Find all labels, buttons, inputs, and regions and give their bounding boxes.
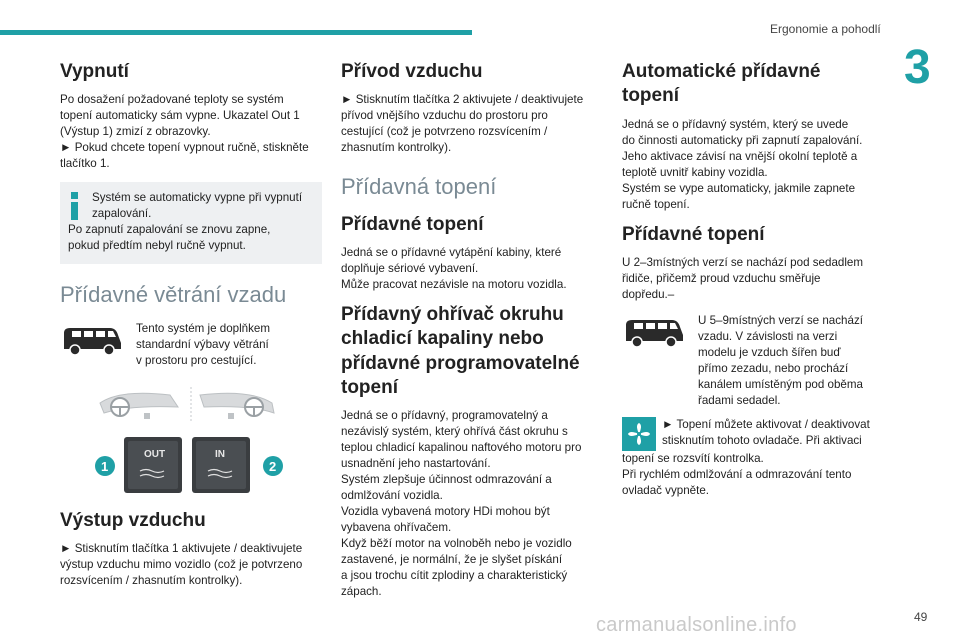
badge-1: 1 [101,458,109,474]
column-3 [622,56,884,499]
badge-2: 2 [269,458,277,474]
text-heater-vehicle: U 5–9místných verzí se nachází vzadu. V závislosti na verzi modelu je vzduch šířen buď přímo zezadu, nebo prochází kanálem umístěným pod oběma řadami sedadel. [698,313,863,407]
info-icon [68,192,82,220]
page-number: 49 [914,610,928,624]
heater-control-row [622,417,884,451]
text-auto-heater: Jedná se o přídavný systém, který se uvede do činnosti automaticky při zapnutí zapalování. Jeho aktivace závisí na vnější okolní teplotě a teplotě uvnitř kabiny vozidla. Systém se vype automaticky, jakmile zapnete ručně topení. [622,117,863,211]
column-1 [60,56,322,589]
text-vypnuti: Po dosažení požadované teploty se systém topení automaticky sám vypne. Ukazatel Out 1 (Výstup 1) zmizí z obrazovky. ► Pokud chcete topení vypnout ručně, stiskněte tlačítko 1. [60,93,309,171]
text-pridavne-topeni: Jedná se o přídavné vytápění kabiny, které doplňuje sériové vybavení. Může pracovat nezávisle na motoru vozidla. [341,246,567,292]
heading-auto-heater: Automatické přídavné topení [622,61,821,107]
text-heater-after: topení se rozsvítí kontrolka. Při rychlém odmlžování a odmrazování tento ovladač vypněte. [622,451,852,497]
van-icon [60,323,124,357]
van-icon [622,315,686,349]
text-ohrivac: Jedná se o přídavný, programovatelný a nezávislý systém, který ohřívá část okruhu s teplou chladicí kapalinou naftového motoru pro usnadnění jeho nastartování. Systém zlepšuje účinnost odmrazování a odmlžování vozidla. Vozidla vybavená motory HDi mohou být vybavena ohřívačem. Když běží motor na volnoběh nebo je vozidlo zastavené, je normální, že je slyšet pískání a jsou trochu cítit zplodiny a charakteristický zápach. [341,409,582,599]
fan-icon [622,417,656,451]
out-button-label: OUT [144,448,166,460]
in-button-label: IN [215,448,225,460]
ventilation-buttons-illustration [60,383,322,499]
heater-vehicle-row [622,313,884,409]
info-box [60,182,322,264]
info-text: Systém se automaticky vypne při vypnutí zapalování. Po zapnutí zapalování se znovu zapne, pokud předtím nebyl ručně vypnut. [68,191,303,253]
text-privod: ► Stisknutím tlačítka 2 aktivujete / deaktivujete přívod vnějšího vzduchu do prostoru pro cestující (což je potvrzeno rozsvícením / zhasnutím kontrolky). [341,93,584,155]
text-topeni: U 2–3místných verzí se nachází pod sedadlem řidiče, přičemž proud vzduchu směřuje dopředu.– [622,255,864,301]
text-vystup: ► Stisknutím tlačítka 1 aktivujete / deaktivujete výstup vzduchu mimo vozidlo (což je potvrzeno rozsvícením / zhasnutím kontrolky). [60,542,303,588]
dashboard-illustration [60,383,322,499]
heading-ohrivac: Přídavný ohřívač okruhu chladicí kapaliny nebo přídavné programovatelné topení [341,304,580,398]
section-header: Ergonomie a pohodlí [770,22,881,36]
heading-additional-heaters: Přídavná topení [341,174,497,200]
column-2 [341,56,603,600]
heading-rear-ventilation: Přídavné větrání vzadu [60,282,287,308]
text-rear-ventilation: Tento systém je doplňkem standardní výbavy větrání v prostoru pro cestující. [136,321,271,367]
text-heater-control: ► Topení můžete aktivovat / deaktivovat stisknutím tohoto ovladače. Při aktivaci [662,417,870,447]
heading-topeni: Přídavné topení [622,223,765,245]
heading-privod: Přívod vzduchu [341,61,483,82]
heading-vystup: Výstup vzduchu [60,509,206,531]
heading-pridavne-topeni: Přídavné topení [341,213,484,235]
rear-vehicle-row [60,321,322,369]
header-accent-bar [0,30,472,35]
watermark: carmanualsonline.info [596,614,797,636]
chapter-number: 3 [904,41,931,94]
heading-vypnuti: Vypnutí [60,61,129,82]
